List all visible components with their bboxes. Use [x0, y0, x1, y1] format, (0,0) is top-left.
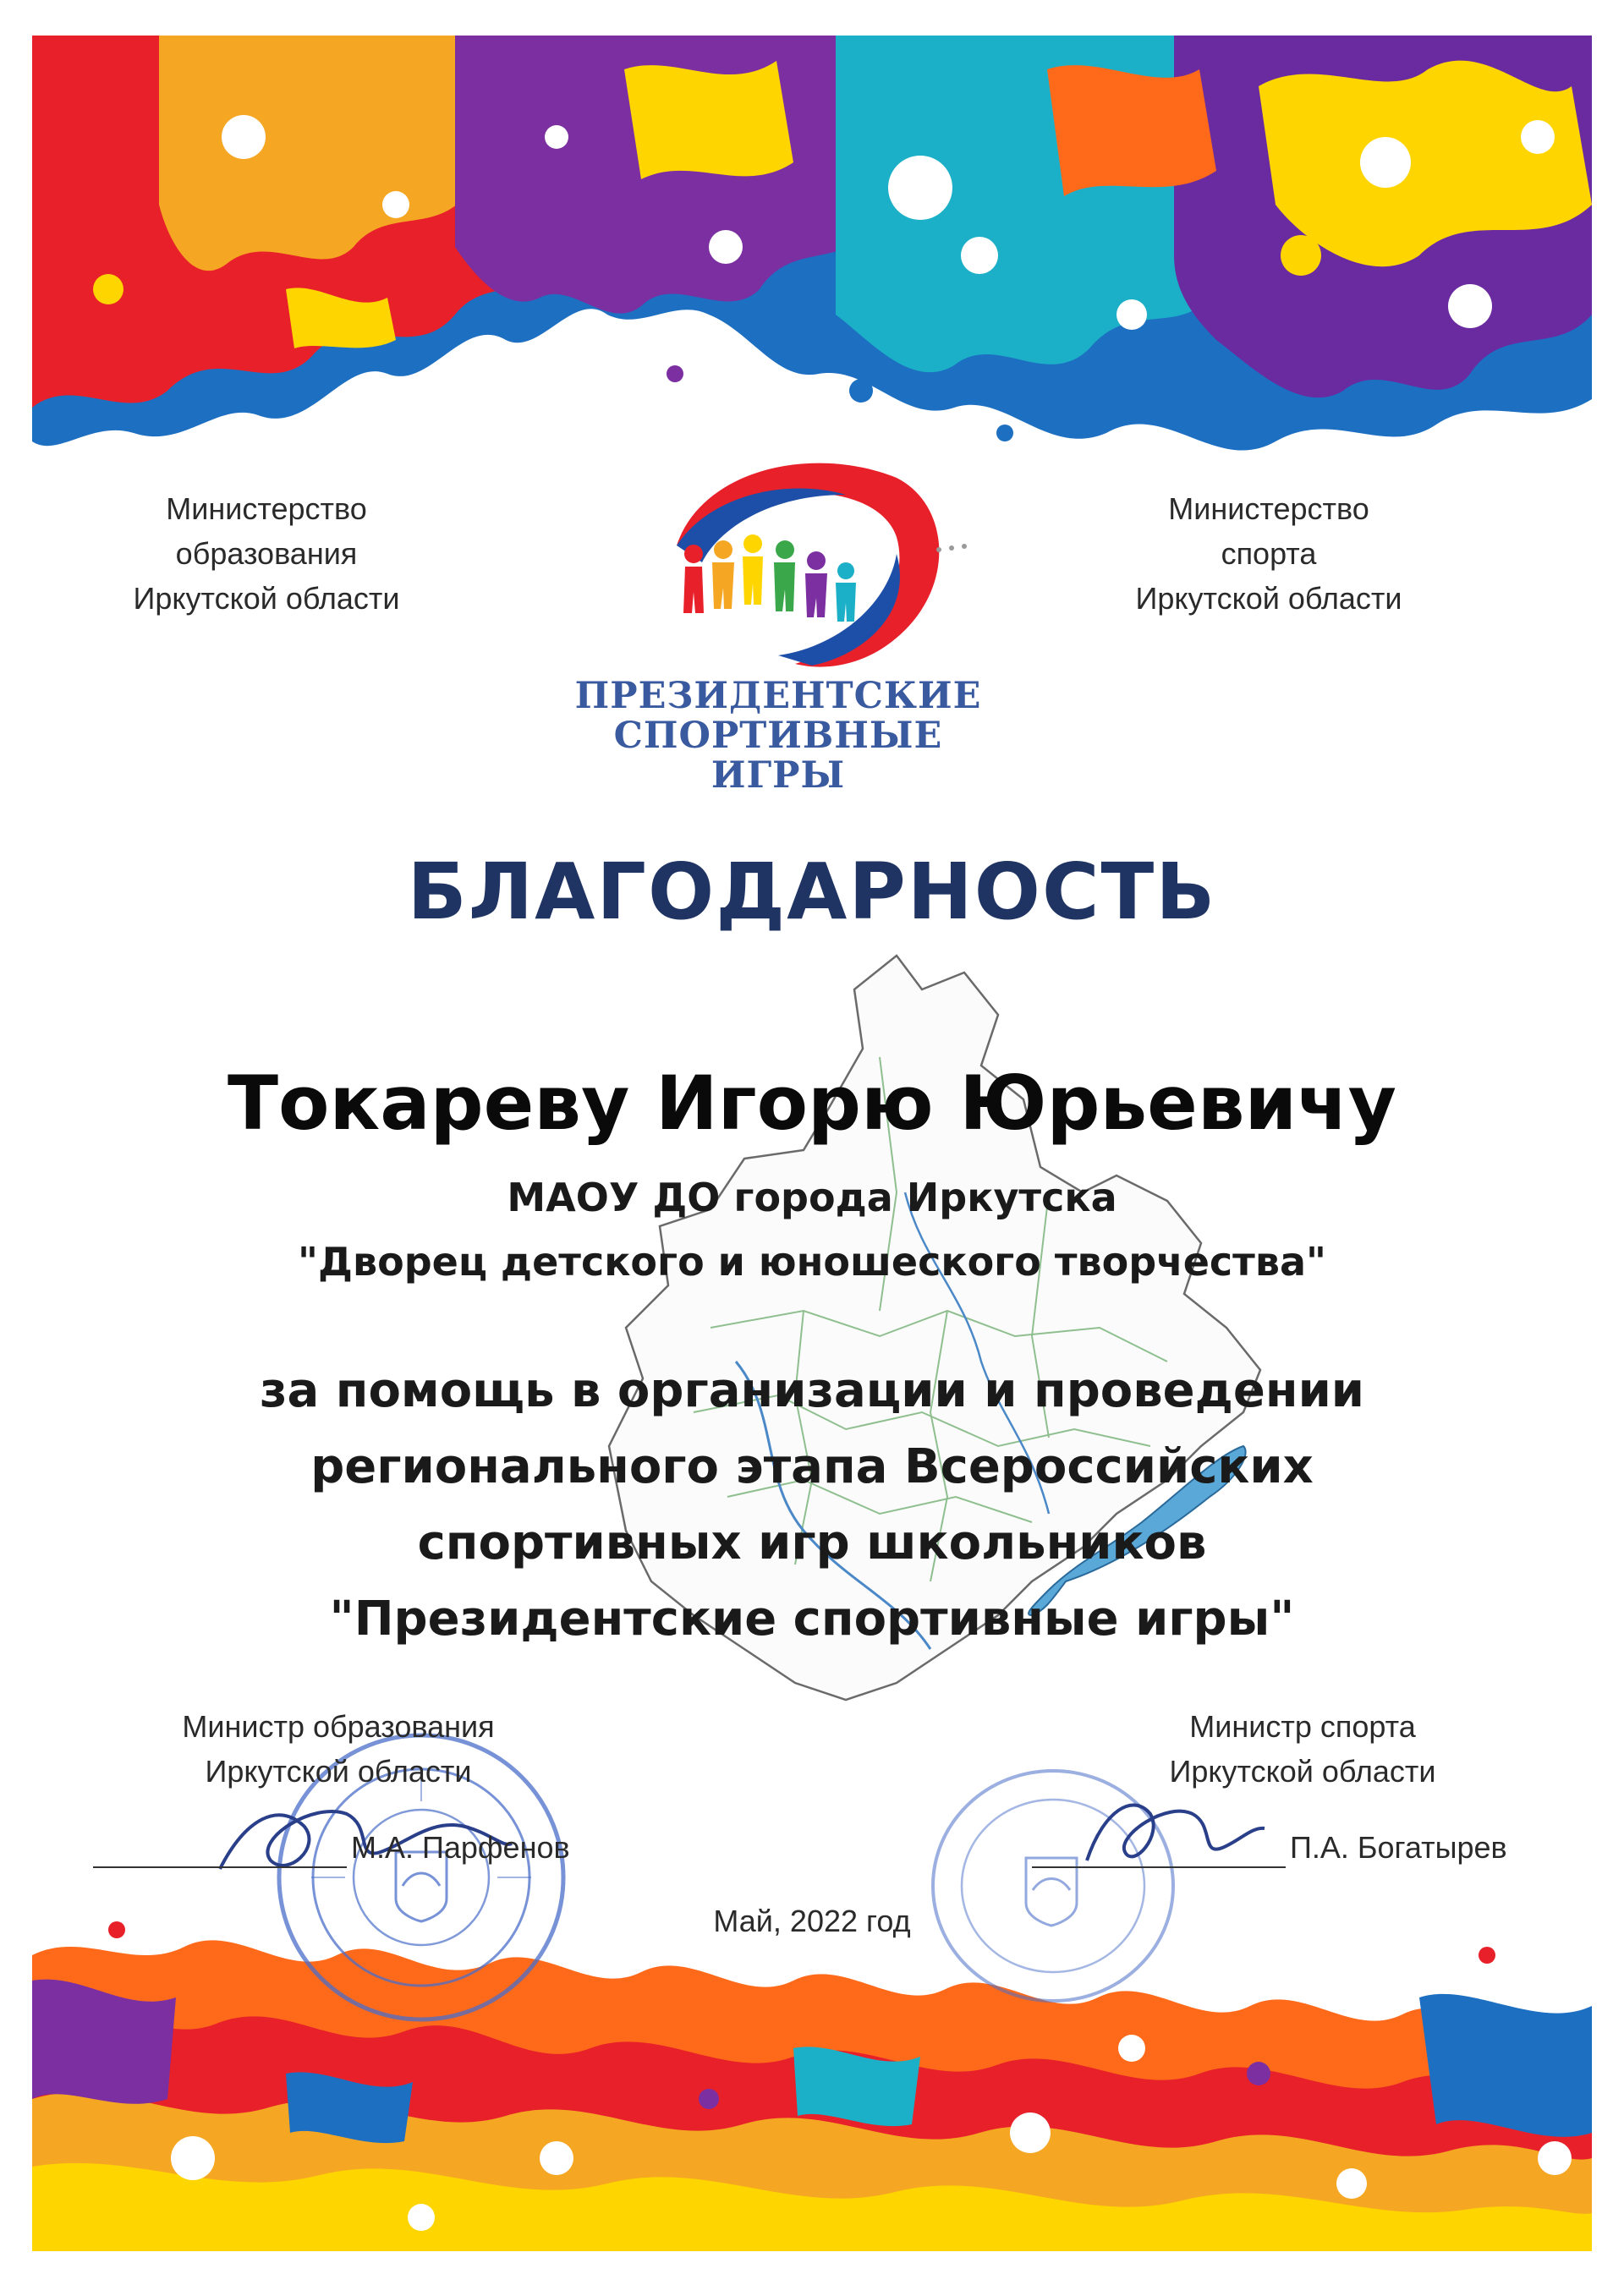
sport-minister-name: П.А. Богатырев — [1290, 1830, 1507, 1865]
recipient-organization — [0, 1165, 1624, 1294]
ministry-right-line-2: спорта — [1221, 536, 1317, 571]
organization-line-1: МАОУ ДО города Иркутска — [507, 1175, 1117, 1220]
education-minister-line-1: Министр образования — [182, 1709, 495, 1744]
logo-text-line-2: СПОРТИВНЫЕ — [613, 715, 943, 757]
reason-line-3: спортивных игр школьников — [417, 1515, 1207, 1570]
ministry-right-line-3: Иркутской области — [1135, 581, 1402, 616]
ministry-left-line-2: образования — [175, 536, 358, 571]
ministry-left-line-1: Министерство — [166, 491, 367, 526]
education-minister-line-2: Иркутской области — [205, 1754, 472, 1789]
logo-text-line-3: ИГРЫ — [710, 754, 846, 797]
reason-line-1: за помощь в организации и проведении — [259, 1363, 1365, 1418]
ministry-right-line-1: Министерство — [1168, 491, 1369, 526]
education-minister-title — [102, 1704, 575, 1794]
sport-minister-title — [1066, 1704, 1539, 1794]
education-minister-name: М.А. Парфенов — [351, 1830, 570, 1865]
ministry-of-education-heading — [89, 486, 444, 621]
paint-splash-top-decoration — [32, 36, 1592, 475]
logo-text — [541, 677, 1015, 796]
ministry-of-sport-heading — [1091, 486, 1446, 621]
signature-line-right — [1032, 1866, 1286, 1868]
sport-minister-line-1: Министр спорта — [1189, 1709, 1416, 1744]
sport-minister-line-2: Иркутской области — [1169, 1754, 1436, 1789]
logo-text-line-1: ПРЕЗИДЕНТСКИЕ — [574, 675, 982, 717]
reason-line-2: регионального этапа Всероссийских — [310, 1439, 1314, 1494]
presidential-games-logo — [643, 444, 981, 681]
organization-line-2: "Дворец детского и юношеского творчества" — [298, 1239, 1326, 1285]
signature-line-left — [93, 1866, 347, 1868]
reason-line-4: "Президентские спортивные игры" — [329, 1592, 1295, 1647]
gratitude-reason — [0, 1353, 1624, 1658]
ministry-left-line-3: Иркутской области — [133, 581, 400, 616]
document-title: БЛАГОДАРНОСТЬ — [407, 847, 1217, 937]
recipient-name: Токареву Игорю Юрьевичу — [228, 1060, 1396, 1147]
issue-date: Май, 2022 год — [713, 1904, 911, 1938]
